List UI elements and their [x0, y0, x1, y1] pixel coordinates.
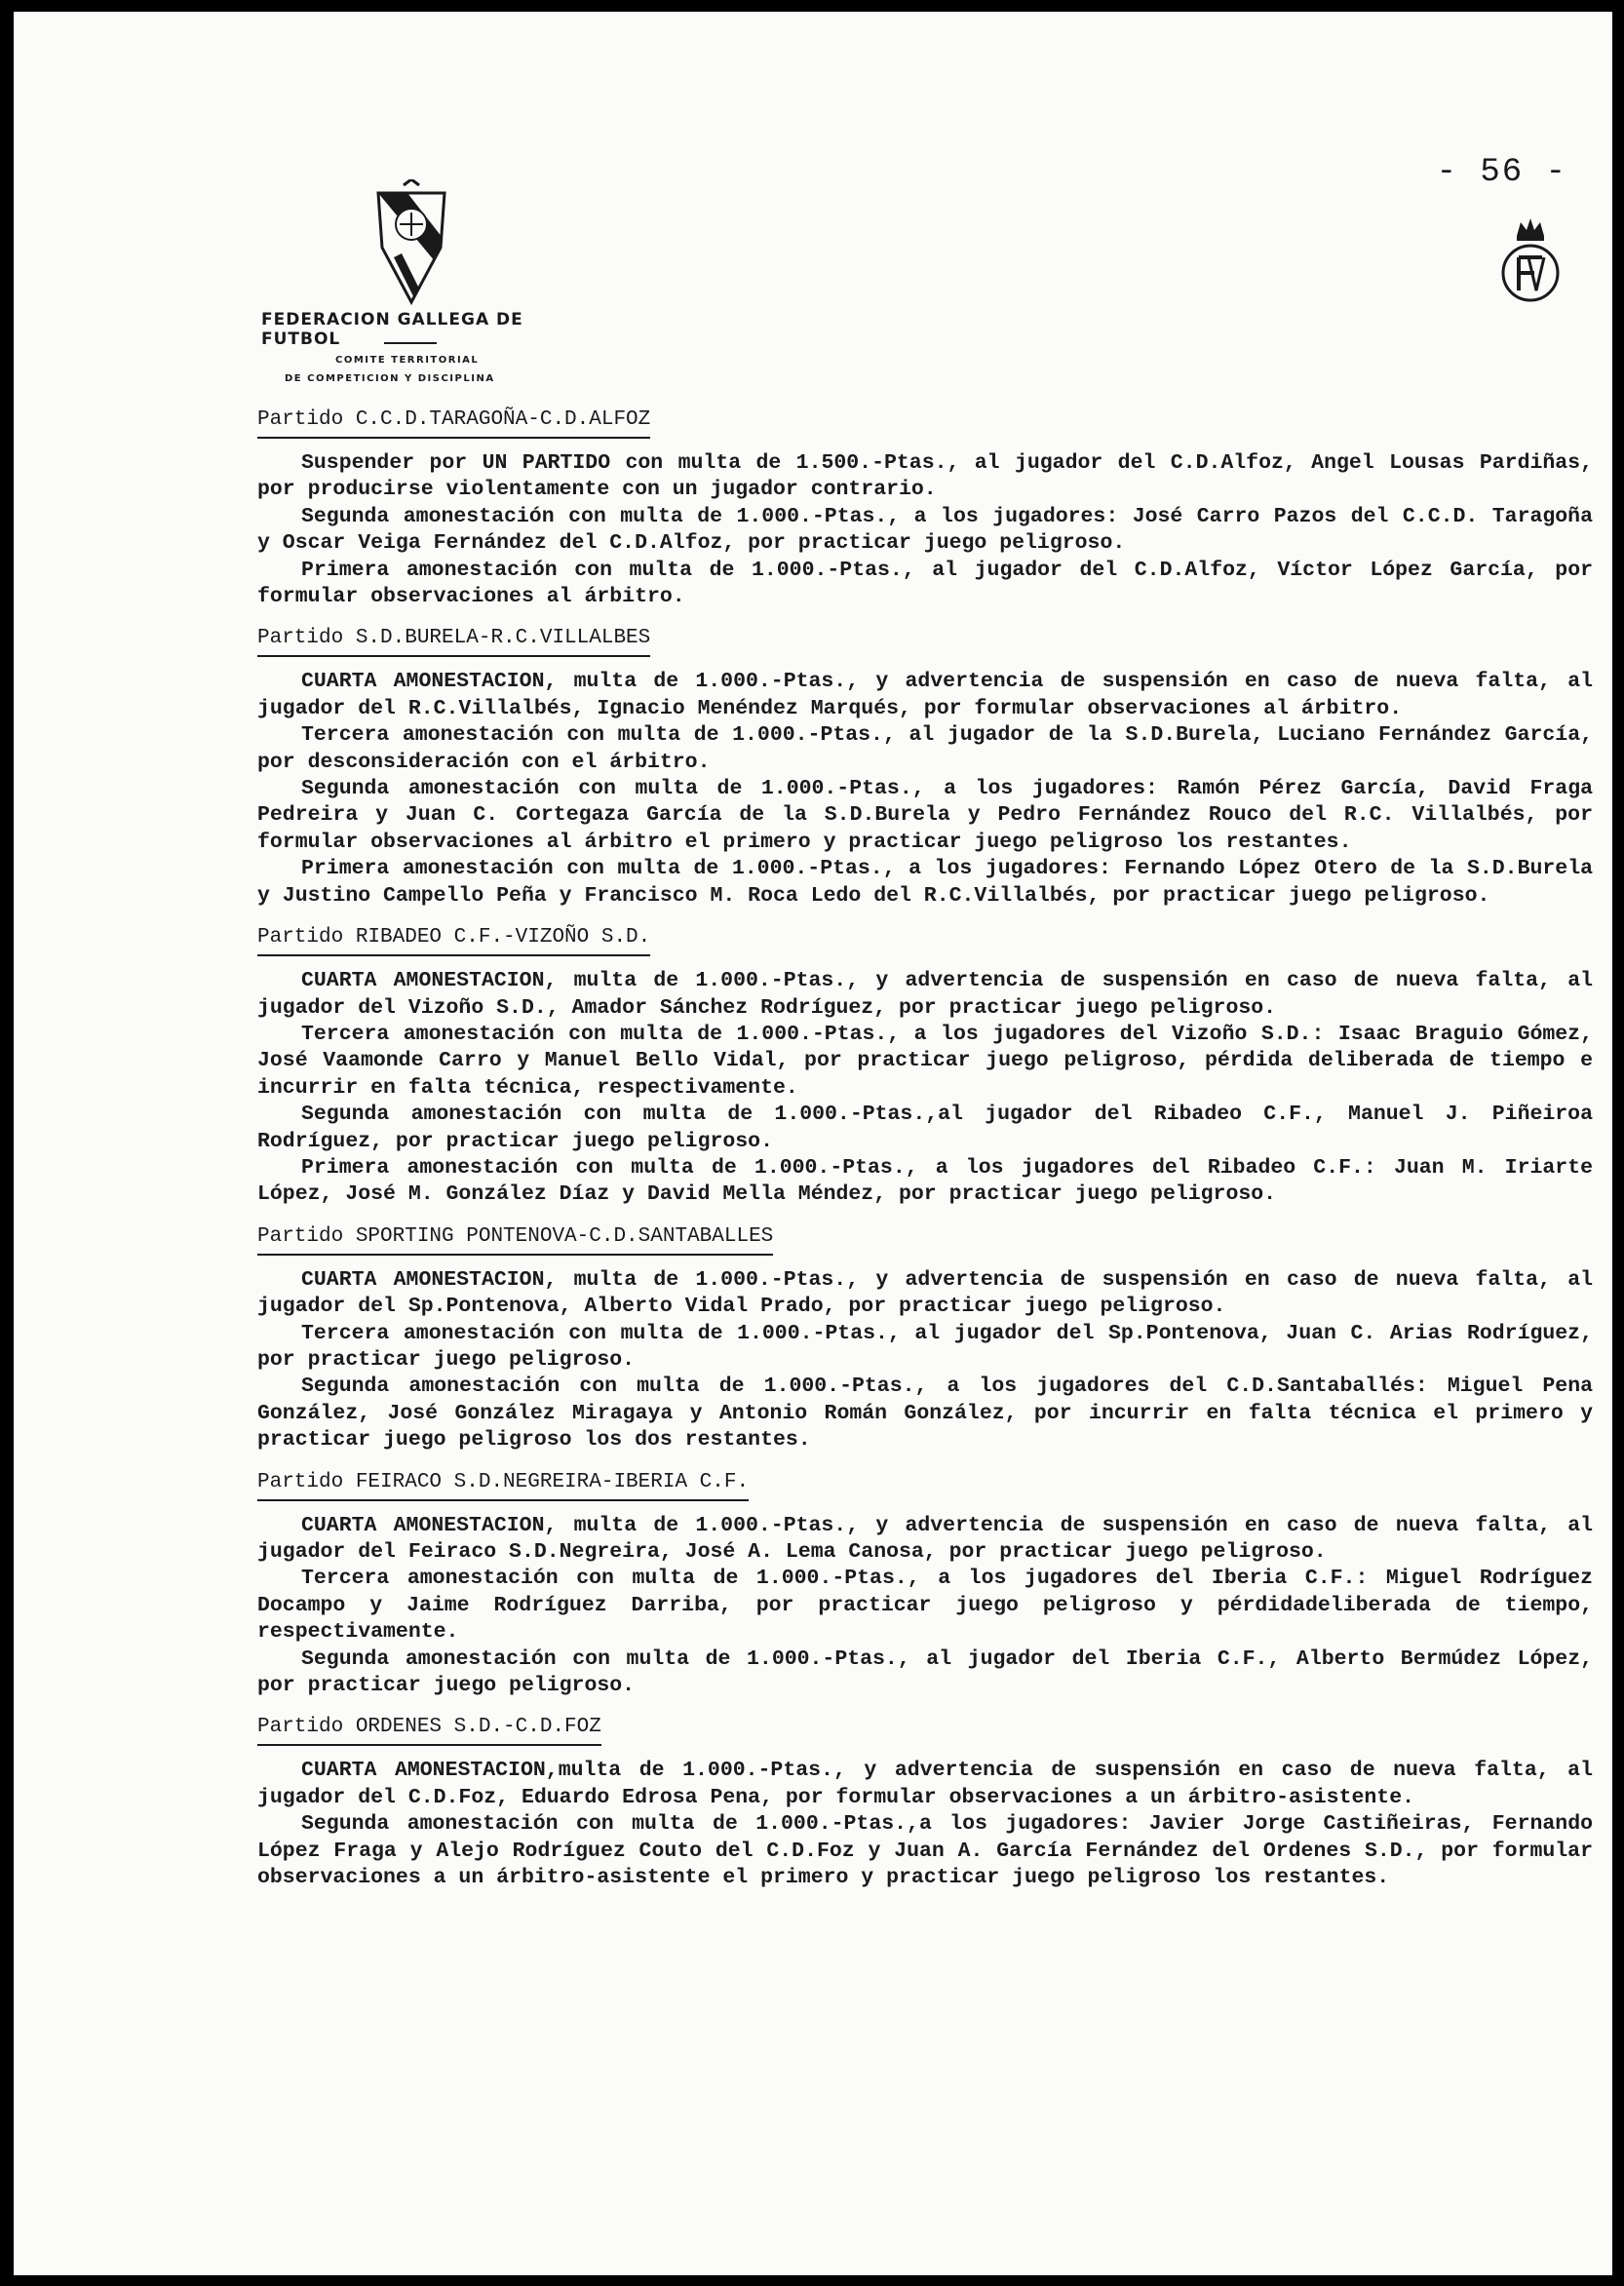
match-section [257, 1468, 1593, 1700]
match-section [257, 1222, 1593, 1454]
paragraph: Tercera amonestación con multa de 1.000.-Ptas., a los jugadores del Vizoño S.D.: Isaac Braguio Gómez, José Vaamonde Carro y Manuel Bello Vidal, por practicar juego peligroso, pérdida deliberada de tiempo e incurrir en falta técnica, respectivamente. [257, 1022, 1593, 1100]
paragraph: Primera amonestación con multa de 1.000.-Ptas., a los jugadores: Fernando López Otero de la S.D.Burela y Justino Campello Peña y Francisco M. Roca Ledo del R.C.Villalbés, por practicar juego peligroso. [257, 857, 1593, 908]
paragraph: Segunda amonestación con multa de 1.000.-Ptas., a los jugadores: Ramón Pérez García, David Fraga Pedreira y Juan C. Cortegaza García de la S.D.Burela y Pedro Fernández Rouco del R.C. Villalbés, por formular observaciones al árbitro el primero y practicar juego peligroso los restantes. [257, 777, 1593, 854]
match-section [257, 406, 1593, 610]
section-title: Partido RIBADEO C.F.-VIZOÑO S.D. [257, 923, 650, 956]
section-title: Partido C.C.D.TARAGOÑA-C.D.ALFOZ [257, 406, 650, 439]
section-title: Partido SPORTING PONTENOVA-C.D.SANTABALLES [257, 1222, 773, 1256]
letterhead-divider [384, 342, 437, 344]
section-title: Partido ORDENES S.D.-C.D.FOZ [257, 1713, 601, 1746]
paragraph: CUARTA AMONESTACION, multa de 1.000.-Ptas., y advertencia de suspensión en caso de nueva falta, al jugador del Feiraco S.D.Negreira, José A. Lema Canosa, por practicar juego peligroso. [257, 1513, 1593, 1564]
section-title: Partido S.D.BURELA-R.C.VILLALBES [257, 624, 650, 657]
organization-name: FEDERACION GALLEGA DE FUTBOL [261, 310, 523, 349]
paragraph: Segunda amonestación con multa de 1.000.-Ptas.,a los jugadores: Javier Jorge Castiñeiras, Fernando López Fraga y Alejo Rodríguez Couto del C.D.Foz y Juan A. García Fernández del Ordenes S.D., por formular observaciones a un árbitro-asistente el primero y practicar juego peligroso los restantes. [257, 1812, 1593, 1890]
match-section [257, 624, 1593, 910]
paragraph: CUARTA AMONESTACION, multa de 1.000.-Ptas., y advertencia de suspensión en caso de nueva falta, al jugador del Sp.Pontenova, Alberto Vidal Prado, por practicar juego peligroso. [257, 1267, 1593, 1319]
paragraph: Segunda amonestación con multa de 1.000.-Ptas., al jugador del Iberia C.F., Alberto Bermúdez López, por practicar juego peligroso. [257, 1647, 1593, 1698]
committee-line-2: DE COMPETICION Y DISCIPLINA [285, 373, 495, 384]
paragraph: Tercera amonestación con multa de 1.000.-Ptas., al jugador de la S.D.Burela, Luciano Fernández García, por desconsideración con el árbitro. [257, 723, 1593, 774]
page-number: - 56 - [1436, 154, 1567, 191]
paragraph: Tercera amonestación con multa de 1.000.-Ptas., a los jugadores del Iberia C.F.: Miguel Rodríguez Docampo y Jaime Rodríguez Darriba, por practicar juego peligroso y pérdidadeliberada de tiempo, respectivamente. [257, 1567, 1593, 1645]
paragraph: Tercera amonestación con multa de 1.000.-Ptas., al jugador del Sp.Pontenova, Juan C. Arias Rodríguez, por practicar juego peligroso. [257, 1321, 1593, 1372]
paragraph: CUARTA AMONESTACION, multa de 1.000.-Ptas., y advertencia de suspensión en caso de nueva falta, al jugador del R.C.Villalbés, Ignacio Menéndez Marqués, por formular observaciones al árbitro. [257, 670, 1593, 720]
paragraph: Suspender por UN PARTIDO con multa de 1.500.-Ptas., al jugador del C.D.Alfoz, Angel Lousas Pardiñas, por producirse violentamente con un jugador contrario. [257, 451, 1593, 502]
match-section [257, 923, 1593, 1209]
paragraph: Segunda amonestación con multa de 1.000.-Ptas., a los jugadores: José Carro Pazos del C.C.D. Taragoña y Oscar Veiga Fernández del C.D.Alfoz, por practicar juego peligroso. [257, 504, 1593, 556]
section-title: Partido FEIRACO S.D.NEGREIRA-IBERIA C.F. [257, 1468, 749, 1501]
paragraph: Primera amonestación con multa de 1.000.-Ptas., al jugador del C.D.Alfoz, Víctor López García, por formular observaciones al árbitro. [257, 558, 1593, 609]
paragraph: CUARTA AMONESTACION, multa de 1.000.-Ptas., y advertencia de suspensión en caso de nueva falta, al jugador del Vizoño S.D., Amador Sánchez Rodríguez, por practicar juego peligroso. [257, 969, 1593, 1020]
paragraph: Segunda amonestación con multa de 1.000.-Ptas., a los jugadores del C.D.Santaballés: Miguel Pena González, José González Miragaya y Antonio Román González, por incurrir en falta técnica el primero y practicar juego peligroso los dos restantes. [257, 1375, 1593, 1453]
match-section [257, 1713, 1593, 1891]
paragraph: CUARTA AMONESTACION,multa de 1.000.-Ptas., y advertencia de suspensión en caso de nueva falta, al jugador del C.D.Foz, Eduardo Edrosa Pena, por formular observaciones a un árbitro-asistente. [257, 1759, 1593, 1809]
paragraph: Segunda amonestación con multa de 1.000.-Ptas.,al jugador del Ribadeo C.F., Manuel J. Piñeiroa Rodríguez, por practicar juego peligroso. [257, 1103, 1593, 1153]
document-body [257, 406, 1593, 1905]
committee-line-1: COMITE TERRITORIAL [335, 355, 480, 366]
document-page [14, 12, 1612, 2275]
paragraph: Primera amonestación con multa de 1.000.-Ptas., a los jugadores del Ribadeo C.F.: Juan M. Iriarte López, José M. González Díaz y David Mella Méndez, por practicar juego peligroso. [257, 1155, 1593, 1207]
royal-crown-crest-icon [1499, 214, 1562, 304]
federation-shield-icon [374, 179, 448, 306]
